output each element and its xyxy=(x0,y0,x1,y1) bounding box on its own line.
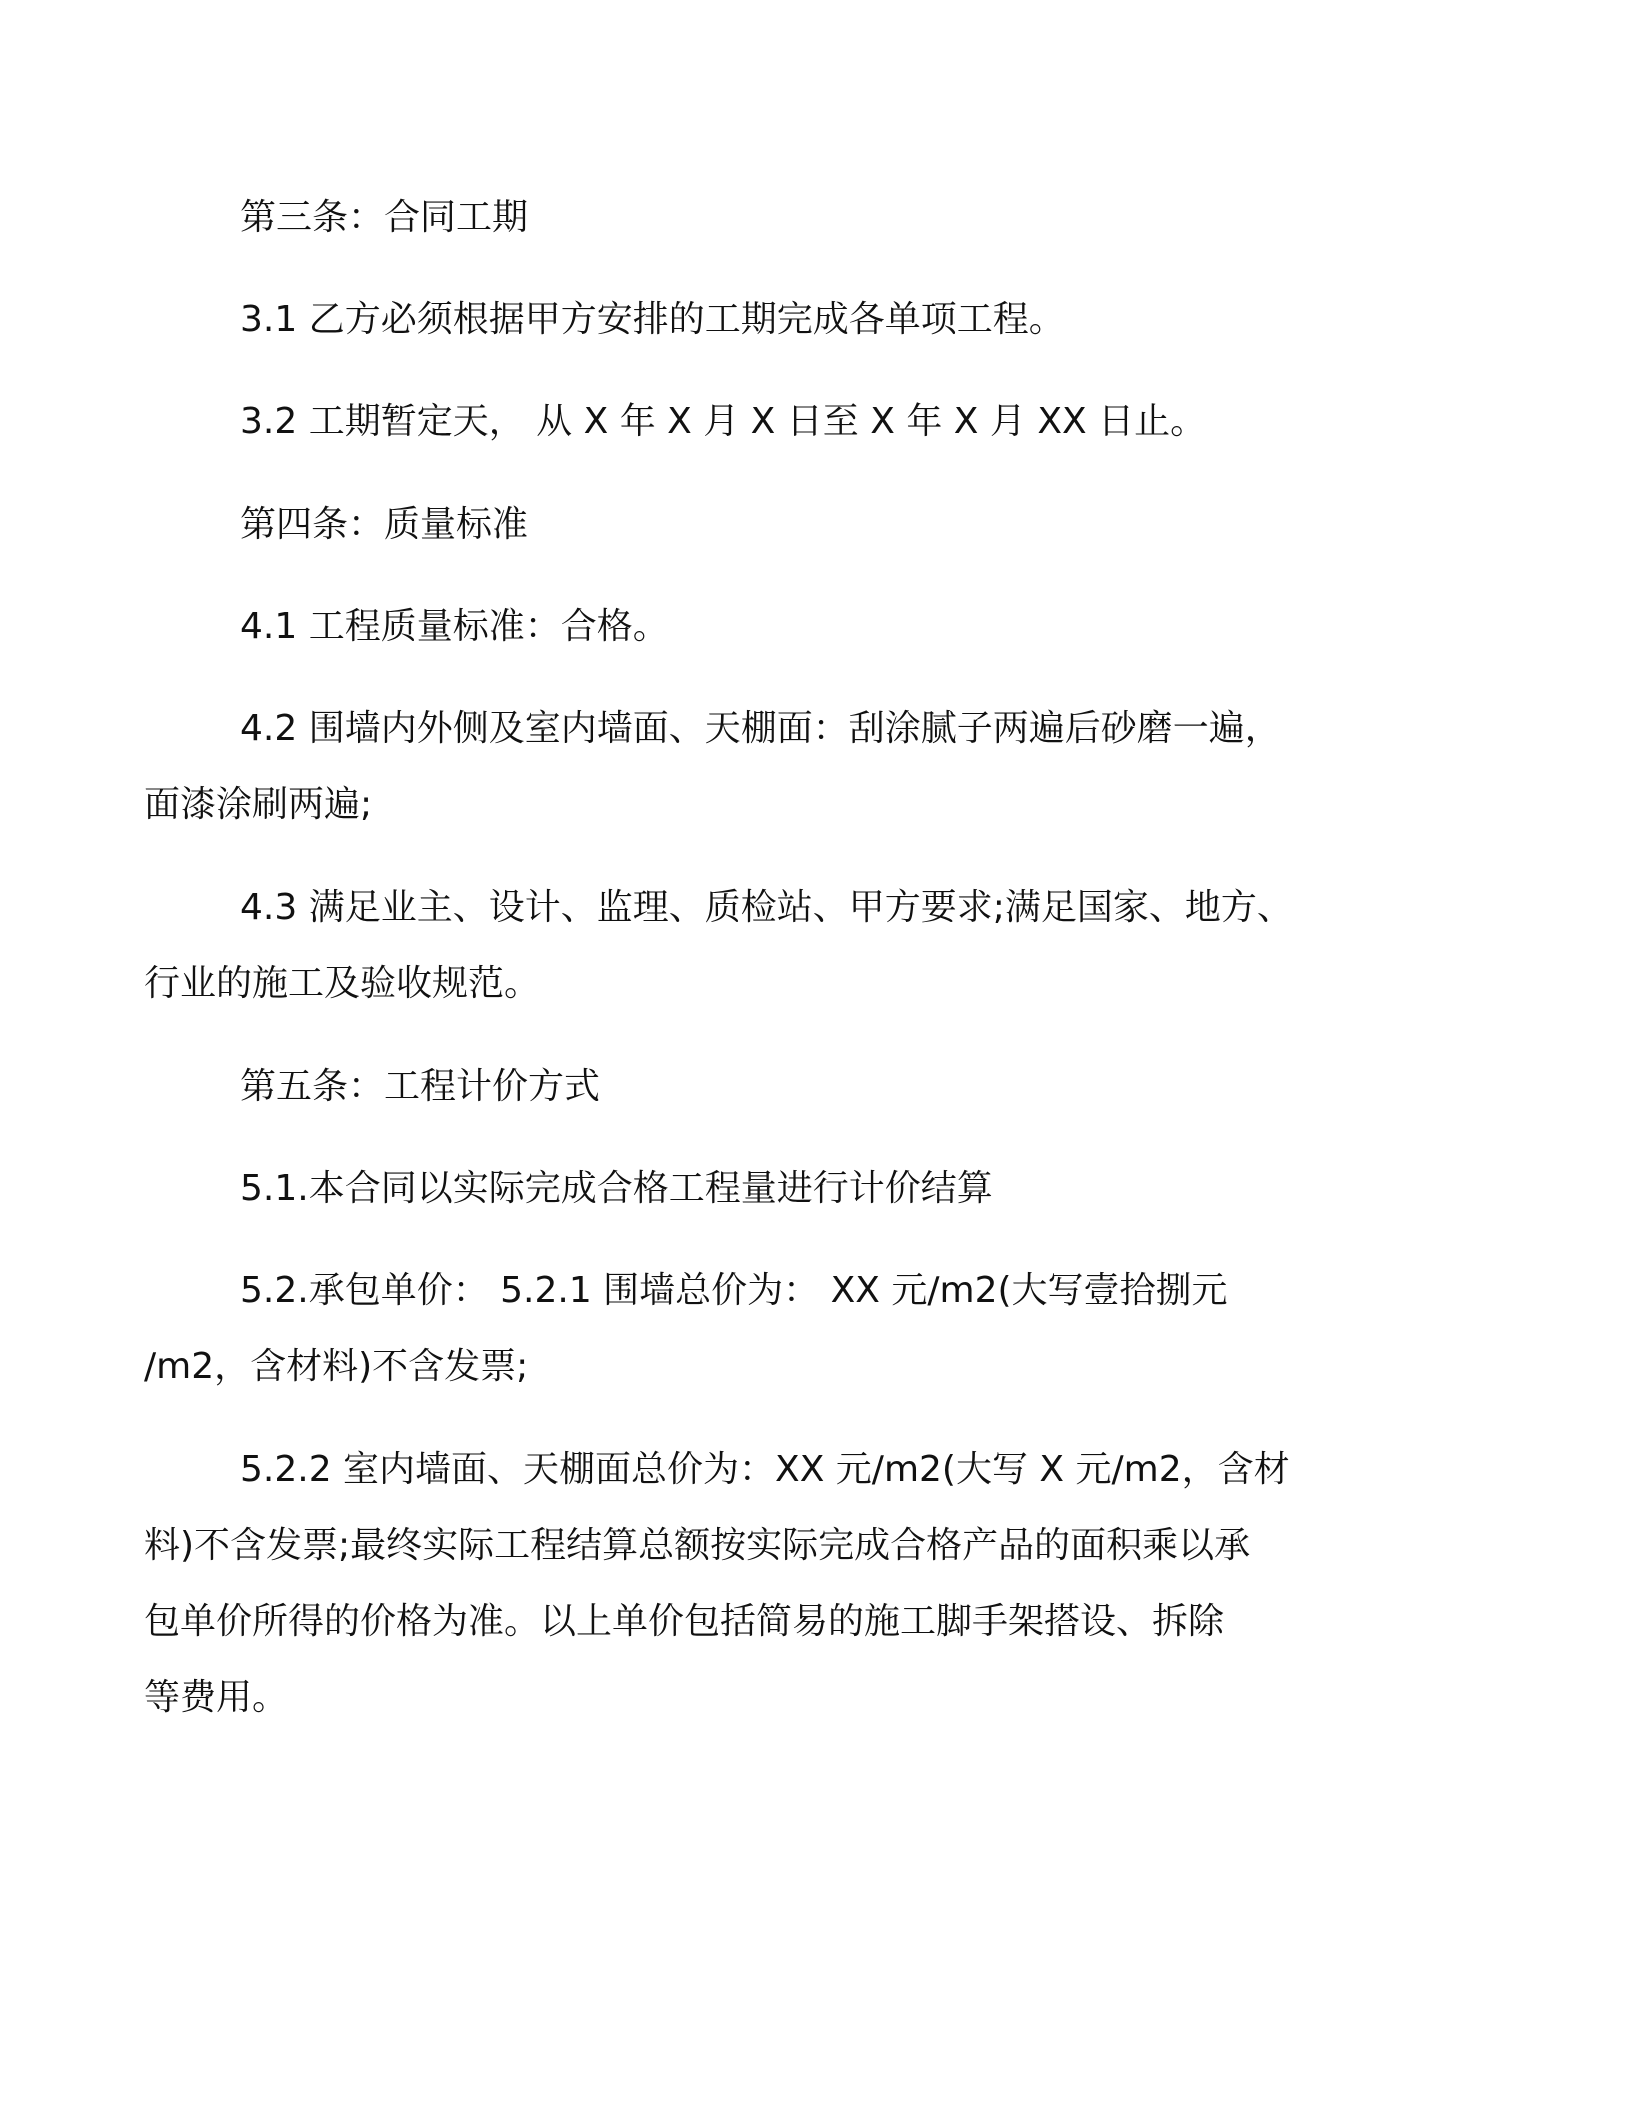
article-3-heading xyxy=(240,180,1400,256)
text-line: 4.1 工程质量标准：合格。 xyxy=(240,606,669,647)
text-line: /m2，含材料)不含发票; xyxy=(144,1346,529,1387)
article-5-heading xyxy=(240,1049,1400,1125)
article-4-heading xyxy=(240,487,1400,563)
clause-5-2 xyxy=(144,1253,1400,1405)
text-line: 3.2 工期暂定天， 从 X 年 X 月 X 日至 X 年 X 月 XX 日止。 xyxy=(240,401,1207,442)
clause-4-2 xyxy=(144,691,1400,843)
text-line: 料)不含发票;最终实际工程结算总额按实际完成合格产品的面积乘以承 xyxy=(144,1525,1251,1566)
text-line: 面漆涂刷两遍; xyxy=(144,784,373,825)
text-line: 5.1.本合同以实际完成合格工程量进行计价结算 xyxy=(240,1168,993,1209)
clause-5-1 xyxy=(240,1151,1400,1227)
text-line: 第三条：合同工期 xyxy=(240,197,529,238)
text-line: 4.2 围墙内外侧及室内墙面、天棚面：刮涂腻子两遍后砂磨一遍， xyxy=(240,708,1281,749)
clause-4-1 xyxy=(240,589,1400,665)
clause-5-2-2 xyxy=(144,1432,1400,1736)
text-line: 5.2.2 室内墙面、天棚面总价为：XX 元/m2(大写 X 元/m2，含材 xyxy=(240,1449,1290,1490)
text-line: 第五条：工程计价方式 xyxy=(240,1066,601,1107)
clause-4-3 xyxy=(144,870,1400,1022)
text-line: 行业的施工及验收规范。 xyxy=(144,963,541,1004)
text-line: 等费用。 xyxy=(144,1677,289,1718)
text-line: 第四条：质量标准 xyxy=(240,504,529,545)
text-line: 4.3 满足业主、设计、监理、质检站、甲方要求;满足国家、地方、 xyxy=(240,887,1293,928)
clause-3-2 xyxy=(240,384,1400,460)
text-line: 5.2.承包单价： 5.2.1 围墙总价为： XX 元/m2(大写壹拾捌元 xyxy=(240,1270,1228,1311)
clause-3-1 xyxy=(240,282,1400,358)
text-line: 3.1 乙方必须根据甲方安排的工期完成各单项工程。 xyxy=(240,299,1065,340)
text-line: 包单价所得的价格为准。以上单价包括简易的施工脚手架搭设、拆除 xyxy=(144,1601,1225,1642)
